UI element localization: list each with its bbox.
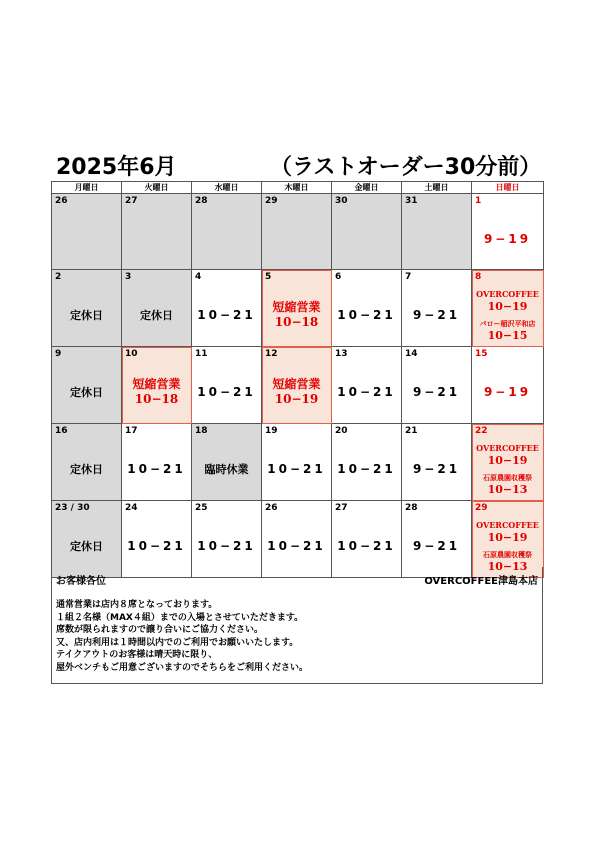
- day-number: 20: [335, 426, 348, 436]
- weekday-fri: 金曜日: [332, 182, 402, 194]
- day-number: 13: [335, 349, 348, 359]
- day-number: 26: [265, 503, 278, 513]
- day-number: 11: [195, 349, 208, 359]
- business-hours: 10−21: [197, 308, 256, 322]
- day-content: [332, 438, 401, 500]
- event-name: 石原農園収穫祭: [483, 549, 532, 559]
- day-content: [262, 284, 331, 346]
- business-hours: 9−21: [412, 462, 461, 476]
- last-order-note: （ラストオーダー30分前）: [270, 155, 542, 180]
- day-number: 18: [195, 426, 208, 436]
- day-cell: [192, 270, 262, 347]
- short-hours: 10−19: [274, 392, 319, 406]
- week-row: [52, 347, 544, 424]
- business-hours: 10−21: [337, 462, 396, 476]
- business-hours: 9−21: [412, 385, 461, 399]
- day-number: 27: [335, 503, 348, 513]
- shop-label: OVERCOFFEE: [476, 442, 539, 453]
- day-cell: [402, 501, 472, 578]
- day-content: [192, 284, 261, 346]
- day-content: [52, 284, 121, 346]
- day-cell: [472, 194, 544, 270]
- day-cell: [262, 501, 332, 578]
- day-content: [262, 438, 331, 500]
- business-hours: 10−21: [127, 539, 186, 553]
- day-number: 9: [55, 349, 62, 359]
- day-cell: [122, 501, 192, 578]
- business-hours: 10−21: [337, 385, 396, 399]
- day-cell: [262, 347, 332, 424]
- day-number: 23 / 30: [55, 503, 90, 513]
- calendar-grid: [51, 181, 544, 578]
- day-content: [262, 361, 331, 423]
- shop-label: OVERCOFFEE: [476, 519, 539, 530]
- day-cell: [332, 194, 402, 270]
- day-number: 28: [405, 503, 418, 513]
- business-hours: 10−21: [267, 539, 326, 553]
- day-number: 10: [125, 349, 138, 359]
- day-number: 14: [405, 349, 418, 359]
- day-cell: [122, 347, 192, 424]
- day-number: 26: [55, 196, 68, 206]
- week-row: [52, 424, 544, 501]
- day-number: 29: [265, 196, 278, 206]
- day-cell: [122, 424, 192, 501]
- event-hours: 10−13: [487, 482, 528, 496]
- day-cell: [332, 501, 402, 578]
- business-hours: 10−21: [127, 462, 186, 476]
- day-content: [122, 438, 191, 500]
- week-row: [52, 194, 544, 270]
- shop-label: OVERCOFFEE: [476, 288, 539, 299]
- short-hours-label: 短縮営業: [272, 377, 321, 391]
- day-cell: [192, 194, 262, 270]
- business-hours: 9−19: [483, 385, 532, 399]
- shop-hours: 10−19: [487, 299, 528, 313]
- day-cell: [192, 347, 262, 424]
- weekday-sat: 土曜日: [402, 182, 472, 194]
- day-cell: [192, 424, 262, 501]
- day-number: 7: [405, 272, 412, 282]
- event-hours: 10−13: [487, 559, 528, 573]
- day-number: 5: [265, 272, 272, 282]
- day-number: 12: [265, 349, 278, 359]
- day-cell: [122, 194, 192, 270]
- weekday-mon: 月曜日: [52, 182, 122, 194]
- notice-line: 席数が限られますので譲り合いにご協力ください。: [56, 625, 264, 635]
- business-hours: 10−21: [337, 308, 396, 322]
- day-cell: [52, 270, 122, 347]
- weekday-wed: 水曜日: [192, 182, 262, 194]
- day-number: 21: [405, 426, 418, 436]
- closed-label: 定休日: [70, 309, 103, 322]
- day-cell: [52, 424, 122, 501]
- day-content: [192, 361, 261, 423]
- shop-name: OVERCOFFEE津島本店: [424, 576, 538, 587]
- weekday-sun: 日曜日: [472, 182, 544, 194]
- notice-line: １組２名様（MAX４組）までの入場とさせていただきます。: [56, 612, 304, 623]
- day-content: [332, 284, 401, 346]
- closed-label: 臨時休業: [204, 463, 249, 476]
- shop-hours: 10−19: [487, 453, 528, 467]
- day-content: [122, 361, 191, 423]
- day-content: [332, 361, 401, 423]
- day-cell: [262, 194, 332, 270]
- weekday-thu: 木曜日: [262, 182, 332, 194]
- day-number: 29: [475, 503, 488, 513]
- short-hours: 10−18: [134, 392, 179, 406]
- day-cell: [52, 347, 122, 424]
- week-row: [52, 270, 544, 347]
- short-hours: 10−18: [274, 315, 319, 329]
- day-cell: [332, 424, 402, 501]
- day-number: 27: [125, 196, 138, 206]
- day-content: [122, 284, 191, 346]
- day-cell: [472, 347, 544, 424]
- day-number: 22: [475, 426, 488, 436]
- event-name: 石原農園収穫祭: [483, 472, 532, 482]
- day-number: 16: [55, 426, 68, 436]
- day-cell: [192, 501, 262, 578]
- event-hours: 10−15: [487, 328, 528, 342]
- day-content: [472, 361, 543, 423]
- day-number: 19: [265, 426, 278, 436]
- day-cell: [472, 424, 544, 501]
- short-hours-label: 短縮営業: [132, 377, 181, 391]
- day-number: 1: [475, 196, 482, 206]
- short-hours-label: 短縮営業: [272, 300, 321, 314]
- weekday-header-row: [52, 182, 544, 194]
- day-cell: [402, 270, 472, 347]
- day-number: 15: [475, 349, 488, 359]
- event-name: バロー稲沢平和店: [479, 318, 536, 328]
- month-title: 2025年6月: [56, 155, 177, 180]
- day-content: [472, 284, 543, 346]
- notice-lines: [56, 599, 308, 674]
- business-hours: 10−21: [197, 539, 256, 553]
- day-number: 28: [195, 196, 208, 206]
- day-number: 30: [335, 196, 348, 206]
- day-number: 4: [195, 272, 202, 282]
- day-cell: [472, 270, 544, 347]
- closed-label: 定休日: [70, 540, 103, 553]
- day-cell: [402, 424, 472, 501]
- closed-label: 定休日: [70, 386, 103, 399]
- closed-label: 定休日: [140, 309, 173, 322]
- day-cell: [52, 194, 122, 270]
- business-hours: 10−21: [337, 539, 396, 553]
- day-content: [402, 361, 471, 423]
- notice-greeting: お客様各位: [56, 576, 106, 587]
- day-number: 3: [125, 272, 132, 282]
- day-cell: [262, 424, 332, 501]
- day-number: 25: [195, 503, 208, 513]
- business-hours: 9−21: [412, 308, 461, 322]
- shop-hours: 10−19: [487, 530, 528, 544]
- day-content: [472, 208, 543, 269]
- business-hours: 9−21: [412, 539, 461, 553]
- day-cell: [52, 501, 122, 578]
- day-cell: [332, 270, 402, 347]
- day-number: 17: [125, 426, 138, 436]
- day-number: 6: [335, 272, 342, 282]
- notice-line: 屋外ベンチもご用意ございますのでそちらをご利用ください。: [56, 662, 309, 673]
- day-number: 2: [55, 272, 62, 282]
- day-cell: [402, 347, 472, 424]
- notice-line: 又、店内利用は１時間以内でのご利用でお願いいたします。: [56, 637, 299, 648]
- day-cell: [472, 501, 544, 578]
- calendar-title: [56, 150, 546, 182]
- business-hours: 10−21: [267, 462, 326, 476]
- day-cell: [402, 194, 472, 270]
- notice-line: 通常営業は店内８席となっております。: [56, 600, 218, 610]
- day-cell: [332, 347, 402, 424]
- day-content: [402, 438, 471, 500]
- day-content: [472, 438, 543, 500]
- day-cell: [122, 270, 192, 347]
- closed-label: 定休日: [70, 463, 103, 476]
- day-number: 8: [475, 272, 482, 282]
- day-content: [192, 438, 261, 500]
- day-content: [52, 361, 121, 423]
- customer-notice: [51, 567, 543, 684]
- day-cell: [262, 270, 332, 347]
- day-number: 24: [125, 503, 138, 513]
- weekday-tue: 火曜日: [122, 182, 192, 194]
- business-hours: 9−19: [483, 231, 532, 246]
- day-content: [402, 284, 471, 346]
- day-number: 31: [405, 196, 418, 206]
- week-row: [52, 501, 544, 578]
- day-content: [52, 438, 121, 500]
- business-hours: 10−21: [197, 385, 256, 399]
- notice-line: テイクアウトのお客様は晴天時に限り、: [56, 650, 218, 660]
